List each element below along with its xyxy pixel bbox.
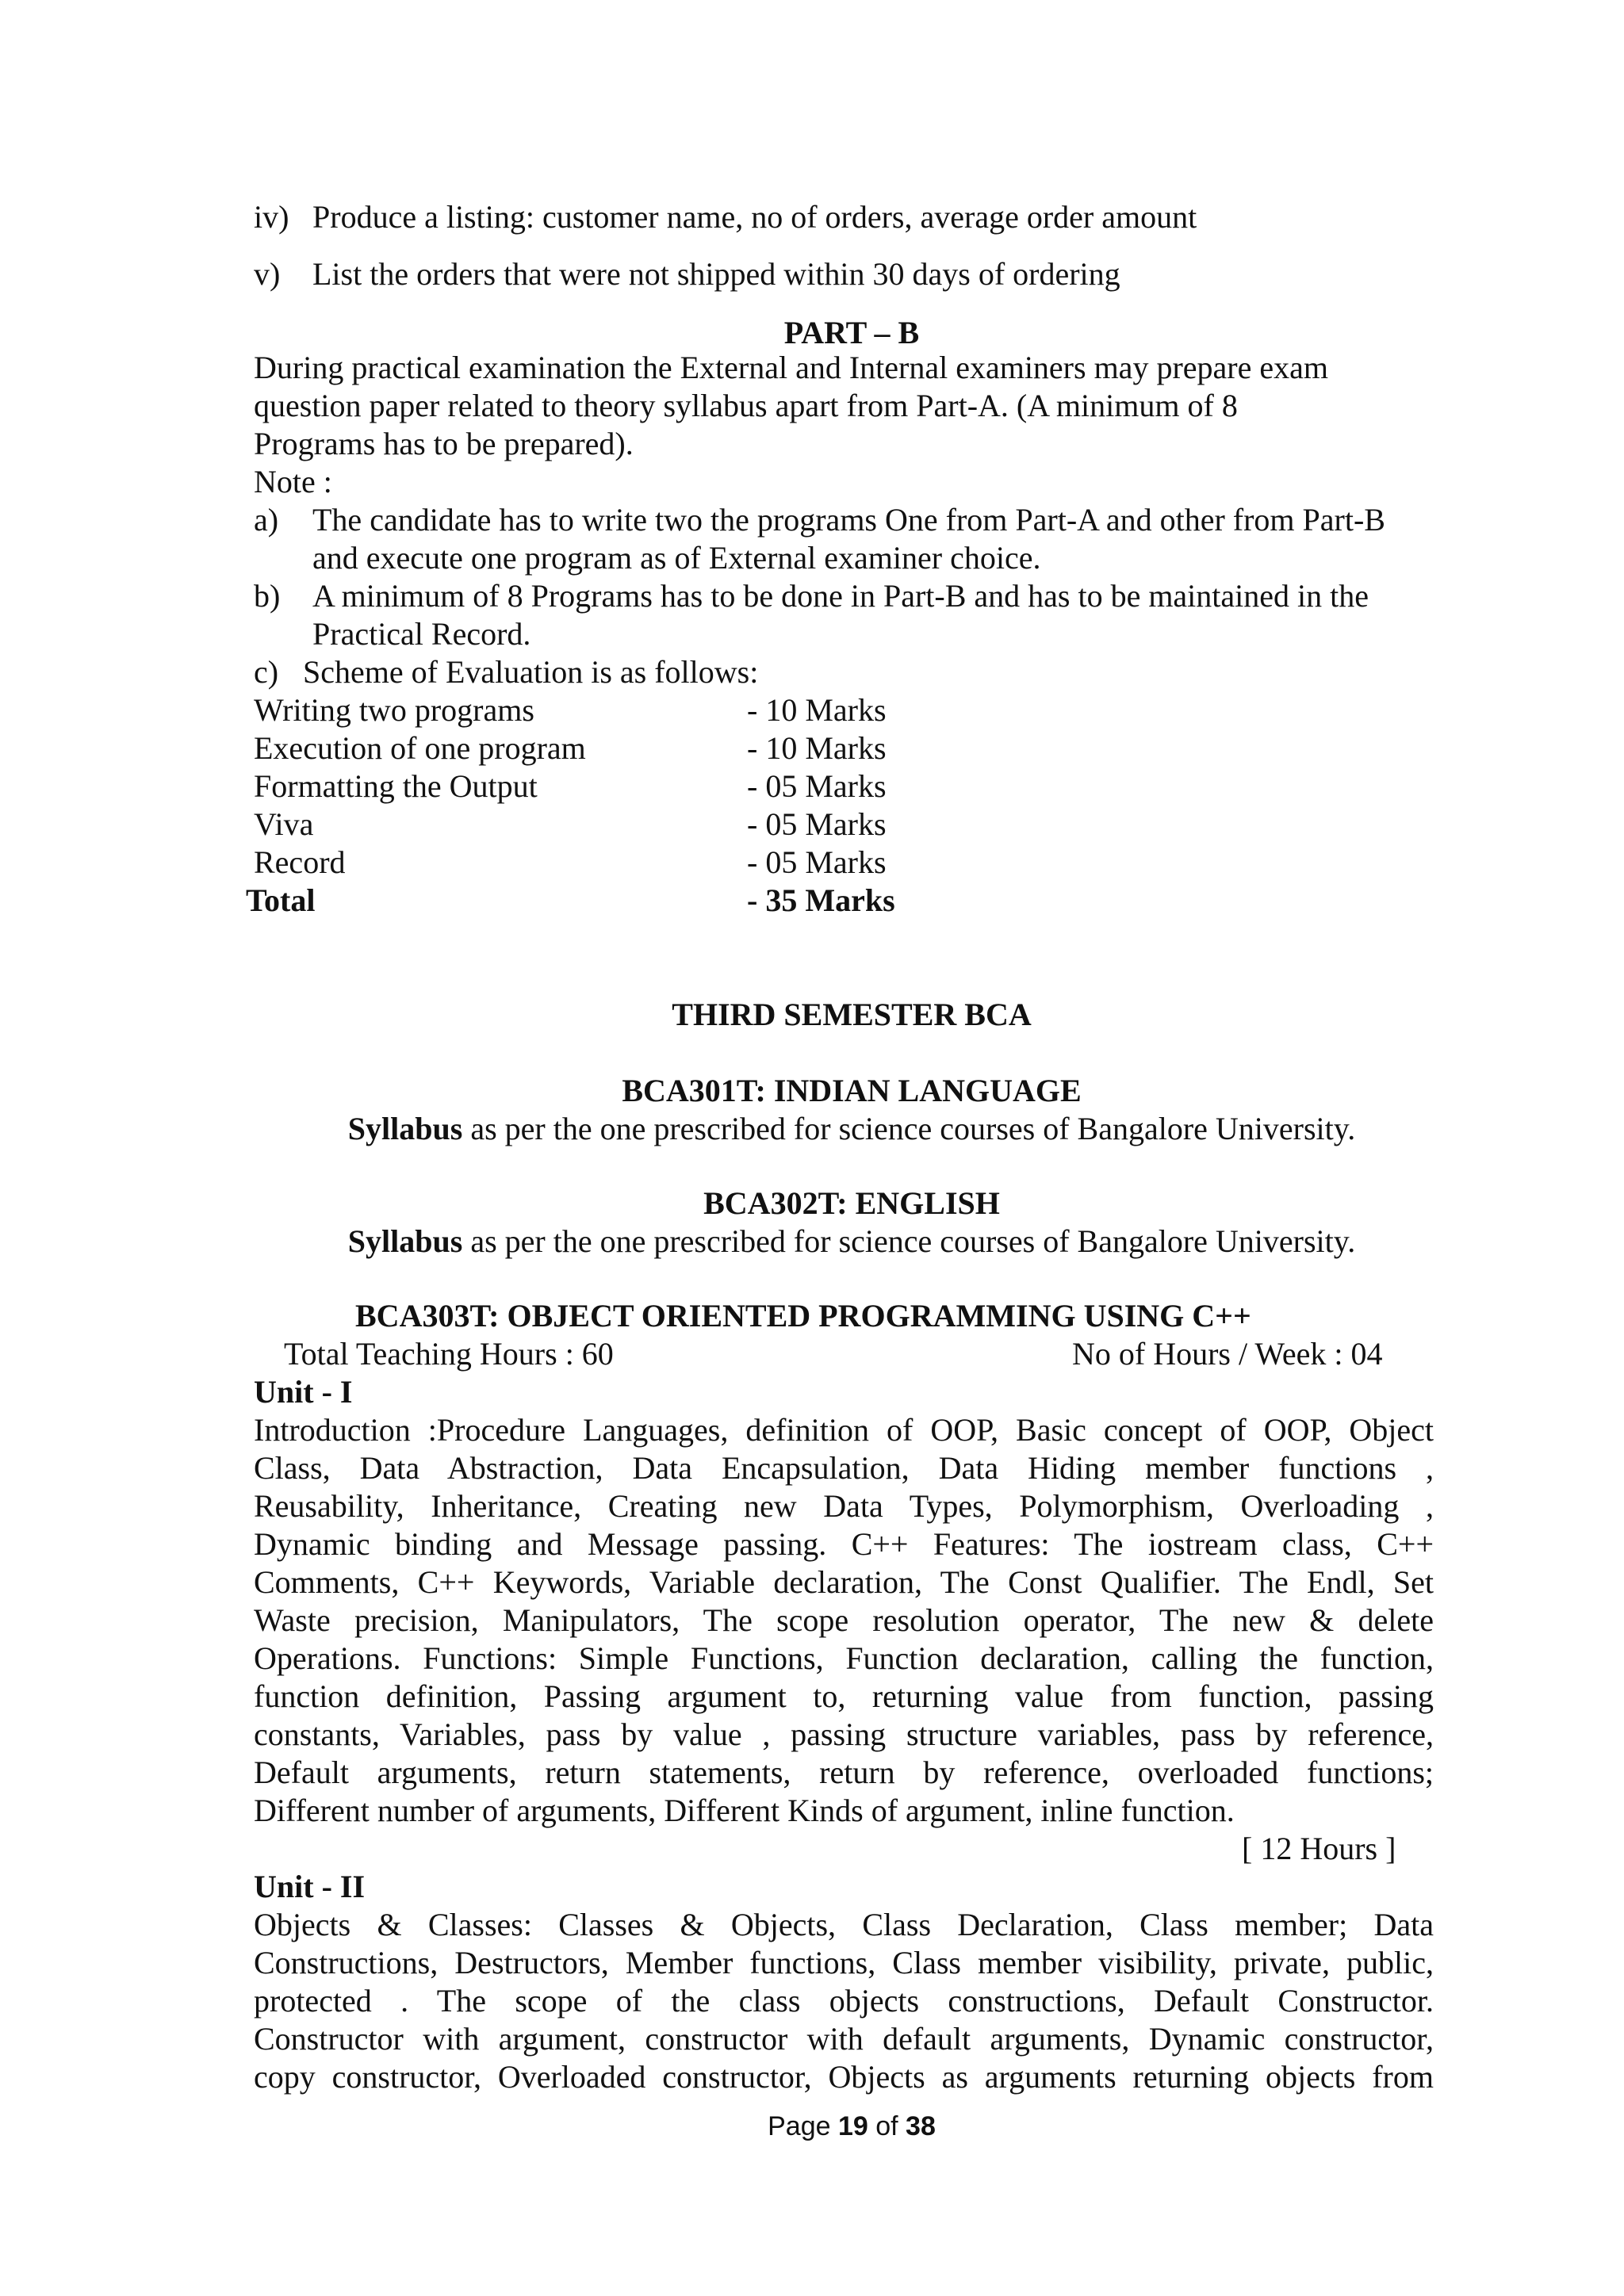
- scheme-total-marks: - 35 Marks: [747, 882, 895, 918]
- note-mark: b): [254, 578, 281, 614]
- scheme-total-label: Total: [246, 882, 316, 918]
- list-item-text: List the orders that were not shipped within 30 days of ordering: [312, 256, 1120, 292]
- list-number: v): [254, 256, 281, 292]
- unit-2-line: Constructor with argument, constructor with default arguments, Dynamic constructor,: [254, 2021, 1434, 2057]
- unit-1-line: Class, Data Abstraction, Data Encapsulation, Data Hiding member functions ,: [254, 1450, 1434, 1486]
- syllabus-label: Syllabus: [347, 1223, 463, 1259]
- note-line: The candidate has to write two the programs One from Part-A and other from Part-B: [312, 502, 1385, 538]
- course-syllabus-note: [0, 1110, 1624, 1148]
- unit-1-line: function definition, Passing argument to, returning value from function, passing: [254, 1678, 1434, 1714]
- page-of-label: of: [868, 2111, 906, 2141]
- note-line: Scheme of Evaluation is as follows:: [303, 654, 759, 690]
- unit-1-line: constants, Variables, pass by value , passing structure variables, pass by reference,: [254, 1716, 1434, 1752]
- total-teaching-hours: Total Teaching Hours : 60: [284, 1336, 614, 1372]
- course-title-bca303t: BCA303T: OBJECT ORIENTED PROGRAMMING USING C++: [355, 1298, 1251, 1334]
- unit-2-line: Constructions, Destructors, Member functions, Class member visibility, private, public,: [254, 1945, 1434, 1980]
- note-line: Practical Record.: [312, 616, 531, 652]
- semester-heading: THIRD SEMESTER BCA: [672, 997, 1032, 1032]
- note-line: A minimum of 8 Programs has to be done in Part-B and has to be maintained in the: [312, 578, 1369, 614]
- scheme-marks: - 05 Marks: [747, 806, 887, 842]
- scheme-marks: - 10 Marks: [747, 692, 887, 728]
- note-line: and execute one program as of External examiner choice.: [312, 540, 1041, 576]
- page-number: 19: [837, 2111, 868, 2141]
- note-mark: c): [254, 654, 279, 690]
- unit-1-line: Waste precision, Manipulators, The scope resolution operator, The new & delete: [254, 1602, 1434, 1638]
- syllabus-text: as per the one prescribed for science courses of Bangalore University.: [462, 1111, 1356, 1146]
- list-item-text: Produce a listing: customer name, no of orders, average order amount: [312, 199, 1197, 235]
- course-title-bca301t: BCA301T: INDIAN LANGUAGE: [622, 1073, 1082, 1108]
- unit-1-line: Different number of arguments, Different Kinds of argument, inline function.: [254, 1793, 1235, 1828]
- unit-2-heading: Unit - II: [254, 1869, 366, 1904]
- unit-1-line: Introduction :Procedure Languages, definition of OOP, Basic concept of OOP, Object: [254, 1412, 1434, 1448]
- unit-2-line: protected . The scope of the class objects constructions, Default Constructor.: [254, 1983, 1434, 2019]
- unit-1-line: Comments, C++ Keywords, Variable declaration, The Const Qualifier. The Endl, Set: [254, 1564, 1434, 1600]
- scheme-item: Execution of one program: [254, 730, 586, 766]
- part-b-intro-line: During practical examination the External and Internal examiners may prepare exam: [254, 350, 1328, 385]
- page-label: Page: [768, 2111, 838, 2141]
- unit-1-hours: [ 12 Hours ]: [1242, 1831, 1396, 1866]
- unit-2-line: Objects & Classes: Classes & Objects, Class Declaration, Class member; Data: [254, 1907, 1434, 1942]
- course-title-bca302t: BCA302T: ENGLISH: [703, 1185, 1000, 1221]
- scheme-item: Writing two programs: [254, 692, 534, 728]
- part-b-intro-line: Programs has to be prepared).: [254, 426, 634, 461]
- syllabus-text: as per the one prescribed for science courses of Bangalore University.: [462, 1223, 1356, 1259]
- unit-1-heading: Unit - I: [254, 1374, 353, 1410]
- scheme-item: Record: [254, 844, 346, 880]
- part-b-heading: PART – B: [783, 315, 920, 350]
- list-number: iv): [254, 199, 289, 235]
- scheme-marks: - 10 Marks: [747, 730, 887, 766]
- unit-1-line: Operations. Functions: Simple Functions, Function declaration, calling the function,: [254, 1640, 1434, 1676]
- unit-2-line: copy constructor, Overloaded constructor, Objects as arguments returning objects from: [254, 2059, 1434, 2095]
- syllabus-label: Syllabus: [347, 1111, 463, 1146]
- hours-per-week: No of Hours / Week : 04: [1072, 1336, 1383, 1372]
- scheme-marks: - 05 Marks: [747, 844, 887, 880]
- note-label: Note :: [254, 464, 332, 499]
- unit-1-line: Reusability, Inheritance, Creating new Data Types, Polymorphism, Overloading ,: [254, 1488, 1434, 1524]
- scheme-item: Viva: [254, 806, 314, 842]
- page-footer: [0, 2107, 1624, 2145]
- page-total: 38: [906, 2111, 936, 2141]
- note-mark: a): [254, 502, 279, 538]
- course-syllabus-note: [0, 1223, 1624, 1261]
- scheme-item: Formatting the Output: [254, 768, 538, 804]
- unit-1-line: Default arguments, return statements, return by reference, overloaded functions;: [254, 1755, 1434, 1790]
- scheme-marks: - 05 Marks: [747, 768, 887, 804]
- unit-1-line: Dynamic binding and Message passing. C++ Features: The iostream class, C++: [254, 1526, 1434, 1562]
- part-b-intro-line: question paper related to theory syllabus apart from Part-A. (A minimum of 8: [254, 388, 1238, 423]
